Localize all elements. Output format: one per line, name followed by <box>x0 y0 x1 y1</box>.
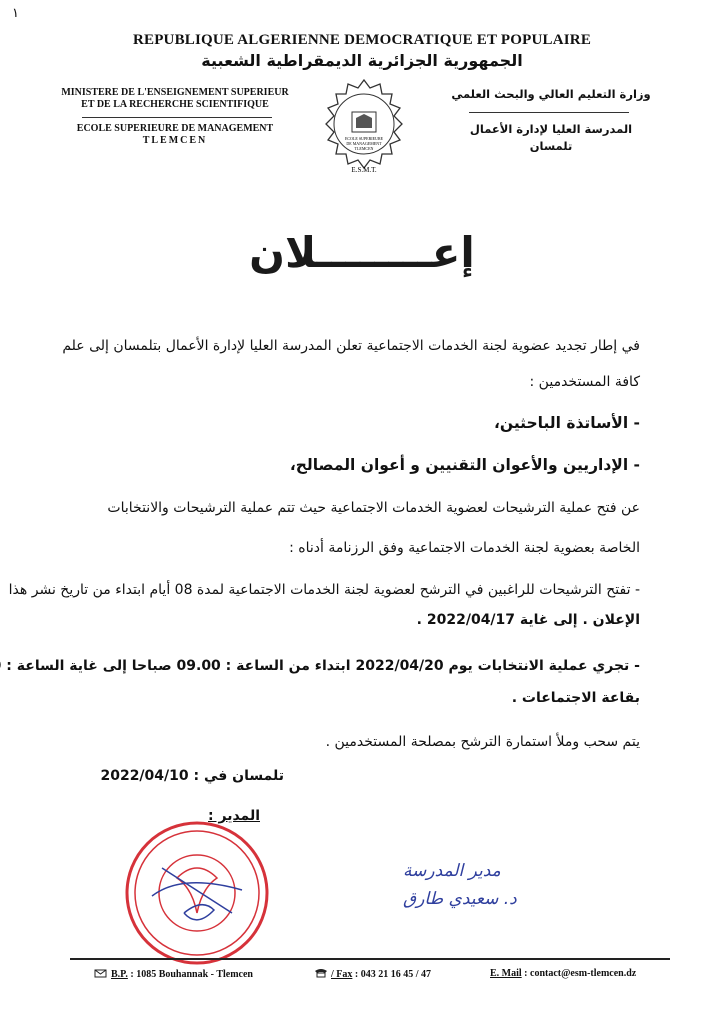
signature-name: د. سعيدي طارق <box>403 889 517 909</box>
election-schedule-line-2: بقاعة الاجتماعات . <box>511 690 640 706</box>
footer-fax-value: : 043 21 16 45 / 47 <box>354 969 431 980</box>
footer-email-label: E. Mail <box>490 968 522 979</box>
election-schedule-line-1: - تجري عملية الانتخابات يوم 2022/04/20 ابتداء من الساعة : 09.00 صباحا إلى غاية الساعة : <box>6 658 640 674</box>
ministry-name-fr <box>50 87 300 111</box>
phone-icon <box>314 968 328 978</box>
footer-fax-label: / Fax <box>331 969 353 980</box>
mailbox-icon <box>94 968 108 978</box>
paragraph-2-line-2: الخاصة بعضوية لجنة الخدمات الاجتماعية وفق الرزنامة أدناه : <box>289 540 640 556</box>
emblem-abbr: E.S.M.T. <box>351 166 377 174</box>
school-emblem-icon <box>318 78 410 174</box>
footer-email-value: : contact@esm-tlemcen.dz <box>524 968 637 979</box>
right-header-divider <box>469 112 629 113</box>
director-label: المدير : <box>208 808 260 824</box>
official-stamp-icon <box>122 818 272 968</box>
page-number-mark: ١ <box>12 6 19 21</box>
footer-address <box>94 968 253 980</box>
footer-divider <box>70 958 670 960</box>
school-name-ar: المدرسة العليا لإدارة الأعمال <box>469 122 633 136</box>
announcement-title: إعــــــــلان <box>249 228 475 277</box>
republic-title-ar: الجمهورية الجزائرية الديمقراطية الشعبية <box>201 51 523 70</box>
intro-line-2: كافة المستخدمين : <box>529 374 640 390</box>
form-collection-note: يتم سحب وملأ استمارة الترشح بمصلحة المستخدمين . <box>325 734 640 750</box>
intro-line-1: في إطار تجديد عضوية لجنة الخدمات الاجتماعية تعلن المدرسة العليا لإدارة الأعمال بتلمسان إلى علم <box>62 338 640 354</box>
emblem-text-line2: DE MANAGEMENT <box>346 141 382 146</box>
school-name-fr <box>50 123 300 147</box>
emblem-text-line3: TLEMCEN <box>354 146 374 151</box>
ministry-name-fr-line1: MINISTERE DE L'ENSEIGNEMENT SUPERIEUR <box>61 87 289 98</box>
emblem-text-line1: ECOLE SUPERIEURE <box>344 136 384 141</box>
director-signature <box>258 848 517 918</box>
footer-fax <box>314 968 431 980</box>
footer-email <box>490 968 636 979</box>
footer-bp-label: B.P. <box>111 969 128 980</box>
date-line: تلمسان في : 2022/04/10 <box>100 768 284 784</box>
school-city-ar: تلمسان <box>529 139 573 153</box>
candidacy-period-line-2: الإعلان . إلى غاية 2022/04/17 . <box>416 612 640 628</box>
paragraph-2-line-1: عن فتح عملية الترشيحات لعضوية الخدمات الاجتماعية حيث تتم عملية الترشيحات والانتخابات <box>107 500 640 516</box>
candidacy-period-line-1: - تفتح الترشيحات للراغبين في الترشح لعضوية لجنة الخدمات الاجتماعية لمدة 08 أيام ابتداء من تاريخ نشر هذا <box>8 582 640 598</box>
ministry-name-ar: وزارة التعليم العالي والبحث العلمي <box>451 87 651 101</box>
ministry-name-fr-line2: ET DE LA RECHERCHE SCIENTIFIQUE <box>81 99 269 110</box>
school-city-fr: TLEMCEN <box>142 135 208 146</box>
list-item-staff: - الإداريين والأعوان التقنيين و أعوان المصالح، <box>289 456 640 474</box>
list-item-researchers: - الأساتذة الباحثين، <box>493 414 640 432</box>
school-name-fr-line1: ECOLE SUPERIEURE DE MANAGEMENT <box>76 123 274 134</box>
left-header-divider <box>82 117 272 118</box>
footer-bp-value: : 1085 Bouhannak - Tlemcen <box>130 969 253 980</box>
republic-title-fr: REPUBLIQUE ALGERIENNE DEMOCRATIQUE ET POPULAIRE <box>132 32 592 48</box>
signature-title: مدير المدرسة <box>403 861 501 881</box>
